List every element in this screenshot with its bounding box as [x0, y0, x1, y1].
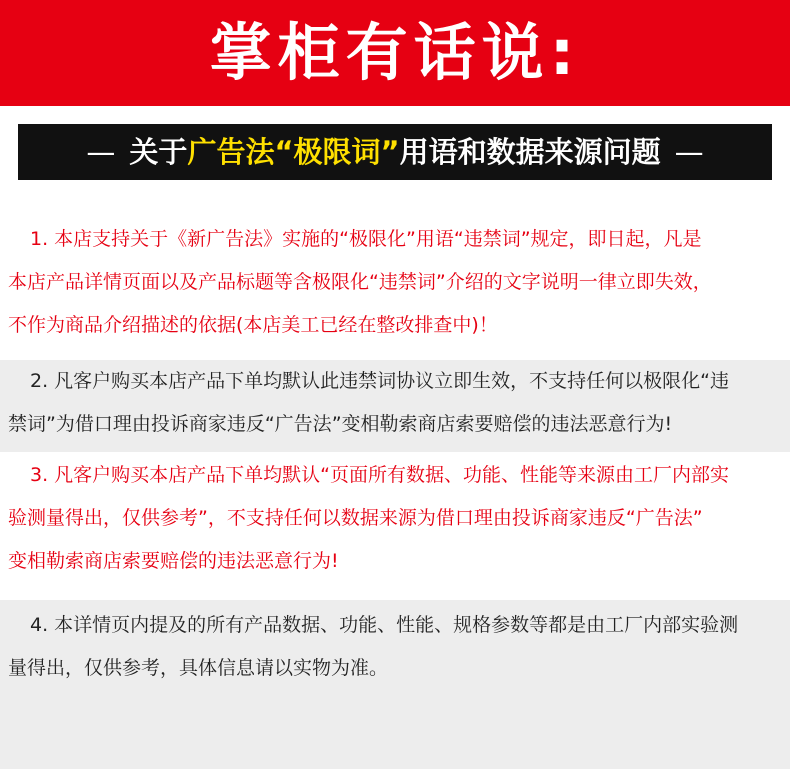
banner-title: 掌柜有话说: [209, 16, 581, 89]
subheader-bar [18, 124, 772, 180]
notice-line: 量得出，仅供参考，具体信息请以实物为准。 [8, 657, 389, 679]
notice-item-4 [0, 600, 790, 769]
notice-item-3 [0, 454, 790, 600]
notice-item-1 [0, 218, 790, 350]
notice-line: 不作为商品介绍描述的依据(本店美工已经在整改排查中)！ [8, 314, 498, 336]
notice-line: 1. 本店支持关于《新广告法》实施的“极限化”用语“违禁词”规定，即日起，凡是 [30, 228, 702, 250]
right-dash: — [674, 134, 704, 169]
notice-line: 本店产品详情页面以及产品标题等含极限化“违禁词”介绍的文字说明一律立即失效， [8, 271, 712, 293]
notice-line: 变相勒索商店索要赔偿的违法恶意行为! [8, 550, 339, 572]
subheader-highlight: 广告法“极限词” [187, 134, 400, 169]
notice-line: 4. 本详情页内提及的所有产品数据、功能、性能、规格参数等都是由工厂内部实验测 [30, 614, 739, 636]
header-banner [0, 0, 790, 106]
notice-line: 禁词”为借口理由投诉商家违反“广告法”变相勒索商店索要赔偿的违法恶意行为! [8, 413, 673, 435]
left-dash: — [86, 134, 116, 169]
subheader-suffix: 用语和数据来源问题 [399, 134, 661, 169]
notice-item-2 [0, 360, 790, 452]
notice-line: 2. 凡客户购买本店产品下单均默认此违禁词协议立即生效，不支持任何以极限化“违 [30, 370, 730, 392]
notice-line: 3. 凡客户购买本店产品下单均默认“页面所有数据、功能、性能等来源由工厂内部实 [30, 464, 730, 486]
notice-line: 验测量得出，仅供参考”，不支持任何以数据来源为借口理由投诉商家违反“广告法” [8, 507, 703, 529]
subheader-prefix: 关于 [129, 134, 188, 169]
